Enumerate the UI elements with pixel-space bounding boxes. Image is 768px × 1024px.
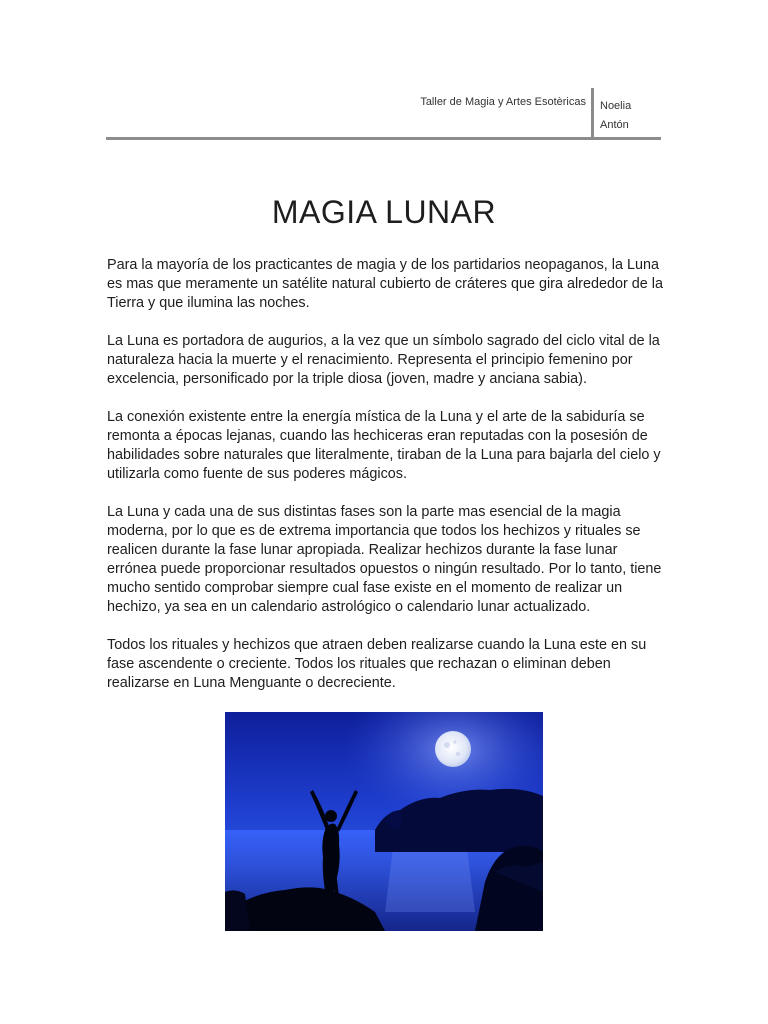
moonlit-woman-photo (225, 712, 543, 931)
paragraph: La Luna es portadora de augurios, a la vez que un símbolo sagrado del ciclo vital de la naturaleza hacia la muerte y el renacimiento. Representa el principio femenino por excelencia, personificado por la triple diosa (joven, madre y anciana sabia). (107, 333, 660, 387)
header-author-first-name: Noelia (600, 100, 632, 112)
paragraph: La Luna y cada una de sus distintas fases son la parte mas esencial de la magia moderna, por lo que es de extrema importancia que todos los hechizos y rituales se realicen durante la fase lunar apropiada. Realizar hechizos durante la fase lunar errónea puede proporcionar resultados opuestos o ningún resultado. Por lo tanto, tiene mucho sentido comprobar siempre cual fase existe en el momento de realizar un hechizo, ya sea en un calendario astrológico o calendario lunar actualizado. (107, 504, 662, 615)
full-moon (435, 731, 471, 767)
paragraph: Para la mayoría de los practicantes de magia y de los partidarios neopaganos, la Luna es mas que meramente un satélite natural cubierto de cráteres que gira alrededor de la Tierra y que ilumina las noches. (107, 257, 663, 311)
document-title: MAGIA LUNAR (271, 194, 497, 230)
header-vertical-divider (591, 88, 594, 138)
moonlit-scene-illustration (225, 712, 543, 931)
header-author-last-name: Antón (600, 119, 629, 131)
header-course-title: Taller de Magia y Artes Esotèricas (420, 96, 586, 108)
page-header (106, 88, 661, 140)
paragraph: La conexión existente entre la energía mística de la Luna y el arte de la sabiduría se remonta a épocas lejanas, cuando las hechiceras eran reputadas con la posesión de habilidades sobre naturales que literalmente, tiraban de la Luna para bajarla del cielo y utilizarla como fuente de sus poderes mágicos. (107, 409, 661, 482)
document-body (107, 256, 663, 712)
header-author (600, 97, 631, 135)
paragraph: Todos los rituales y hechizos que atraen deben realizarse cuando la Luna este en su fase ascendente o creciente. Todos los rituales que rechazan o eliminan deben realizarse en Luna Menguante o decreciente. (107, 637, 647, 691)
header-horizontal-rule (106, 137, 661, 140)
